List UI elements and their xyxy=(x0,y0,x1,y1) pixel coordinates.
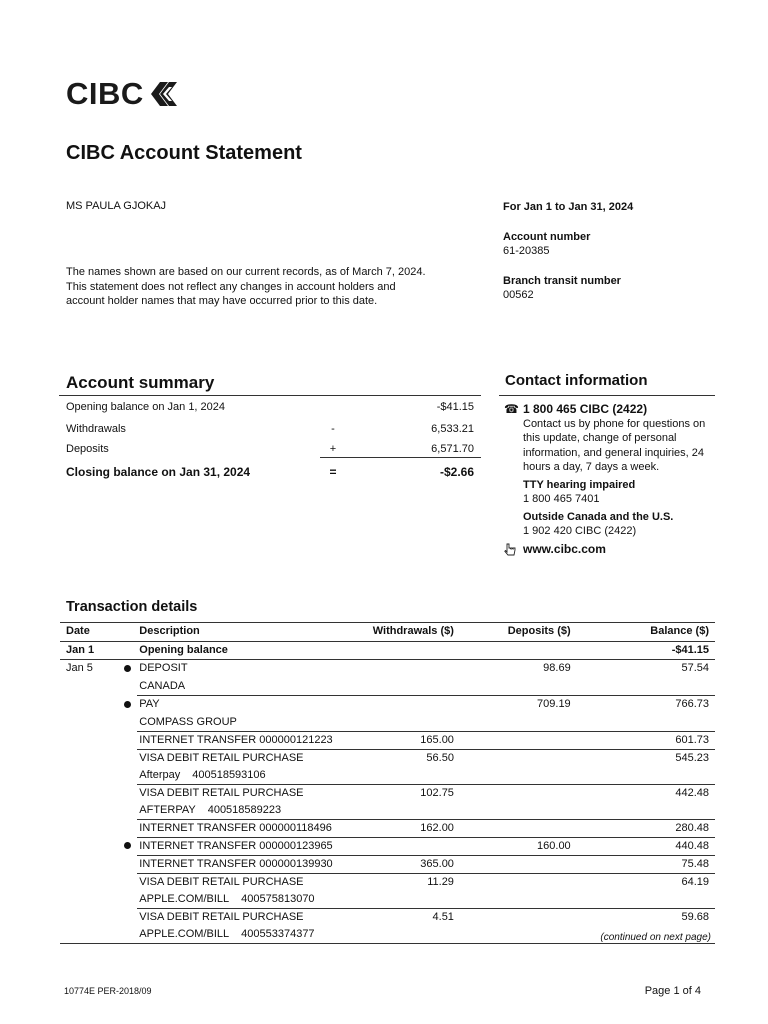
withdrawal-cell: 365.00 xyxy=(358,855,453,873)
empty-cell xyxy=(118,802,138,820)
empty-cell xyxy=(454,802,571,820)
empty-cell xyxy=(454,714,571,732)
transactions-body xyxy=(60,642,715,944)
date-cell xyxy=(60,873,118,891)
merchant-name: Afterpay xyxy=(139,768,181,781)
empty-cell xyxy=(454,767,571,785)
summary-row-opening xyxy=(66,401,474,415)
table-row-continuation xyxy=(60,802,715,820)
empty-cell xyxy=(60,802,118,820)
table-row-continuation xyxy=(60,767,715,785)
summary-row-deposits xyxy=(66,443,474,457)
balance-cell: -$41.15 xyxy=(571,642,715,660)
tty-number: 1 800 465 7401 xyxy=(523,493,600,505)
bullet-cell xyxy=(118,784,138,802)
bullet-cell xyxy=(118,819,138,837)
header-description: Description xyxy=(137,623,358,642)
summary-label: Closing balance on Jan 31, 2024 xyxy=(66,465,251,479)
withdrawal-cell xyxy=(358,660,453,679)
balance-cell: 442.48 xyxy=(571,784,715,802)
bullet-cell xyxy=(118,660,138,679)
transaction-reference: 400518589223 xyxy=(207,803,282,816)
summary-amount: 6,571.70 xyxy=(431,443,474,455)
contact-details xyxy=(523,402,718,539)
phone-icon: ☎ xyxy=(504,402,519,416)
branch-number: 00562 xyxy=(503,289,534,301)
balance-cell: 57.54 xyxy=(571,660,715,679)
description-cell: INTERNET TRANSFER 000000118496 xyxy=(137,819,358,837)
bullet-cell xyxy=(118,855,138,873)
tty-label: TTY hearing impaired xyxy=(523,478,636,491)
empty-cell xyxy=(358,767,453,785)
withdrawal-cell xyxy=(358,696,453,714)
table-row-continuation xyxy=(60,891,715,909)
account-summary-title: Account summary xyxy=(66,373,215,392)
table-row xyxy=(60,731,715,749)
empty-cell xyxy=(118,678,138,696)
deposit-cell xyxy=(454,908,571,926)
description-cell: Opening balance xyxy=(137,642,358,660)
withdrawal-cell: 56.50 xyxy=(358,749,453,767)
branch-label: Branch transit number xyxy=(503,275,621,287)
merchant-name: APPLE.COM/BILL xyxy=(139,927,230,940)
summary-total-line xyxy=(320,457,481,458)
merchant-name: APPLE.COM/BILL xyxy=(139,892,230,905)
table-header-row xyxy=(60,623,715,642)
summary-label: Withdrawals xyxy=(66,423,126,435)
empty-cell xyxy=(358,891,453,909)
empty-cell xyxy=(118,714,138,732)
description-detail-cell xyxy=(137,891,358,909)
empty-cell xyxy=(571,767,715,785)
merchant-name: COMPASS GROUP xyxy=(139,715,237,728)
description-detail-cell xyxy=(137,802,358,820)
balance-cell: 440.48 xyxy=(571,837,715,855)
empty-cell xyxy=(358,678,453,696)
table-row-continuation xyxy=(60,714,715,732)
empty-cell xyxy=(454,891,571,909)
balance-cell: 59.68 xyxy=(571,908,715,926)
balance-cell: 280.48 xyxy=(571,819,715,837)
empty-cell xyxy=(358,714,453,732)
contact-divider xyxy=(499,395,715,396)
empty-cell xyxy=(118,767,138,785)
table-row xyxy=(60,749,715,767)
deposit-cell: 709.19 xyxy=(454,696,571,714)
summary-sign: - xyxy=(331,423,335,435)
table-row xyxy=(60,908,715,926)
page-number: Page 1 of 4 xyxy=(644,985,701,997)
description-cell: VISA DEBIT RETAIL PURCHASE xyxy=(137,784,358,802)
balance-cell: 601.73 xyxy=(571,731,715,749)
transaction-details-title: Transaction details xyxy=(66,599,198,615)
date-cell xyxy=(60,908,118,926)
summary-label: Opening balance on Jan 1, 2024 xyxy=(66,401,226,413)
date-cell xyxy=(60,855,118,873)
empty-cell xyxy=(60,678,118,696)
deposit-cell xyxy=(454,642,571,660)
deposit-cell xyxy=(454,731,571,749)
page-title: CIBC Account Statement xyxy=(66,142,302,164)
withdrawal-cell: 11.29 xyxy=(358,873,453,891)
transaction-reference: 400553374377 xyxy=(241,927,315,940)
deposit-cell xyxy=(454,819,571,837)
summary-sign: = xyxy=(329,465,337,479)
empty-cell xyxy=(571,714,715,732)
header-bullet xyxy=(118,623,138,642)
date-cell: Jan 5 xyxy=(60,660,118,679)
empty-cell xyxy=(571,891,715,909)
empty-cell xyxy=(358,802,453,820)
contact-title: Contact information xyxy=(505,372,648,389)
description-cell: INTERNET TRANSFER 000000123965 xyxy=(137,837,358,855)
statement-meta xyxy=(503,200,633,318)
description-detail-cell xyxy=(137,678,358,696)
table-row xyxy=(60,855,715,873)
empty-cell xyxy=(118,891,138,909)
contact-phone: 1 800 465 CIBC (2422) xyxy=(523,402,648,416)
summary-amount: -$2.66 xyxy=(439,465,474,479)
withdrawal-cell xyxy=(358,642,453,660)
bullet-icon xyxy=(124,842,131,849)
empty-cell xyxy=(454,926,571,944)
empty-cell xyxy=(60,714,118,732)
bullet-cell xyxy=(118,873,138,891)
summary-divider xyxy=(59,395,481,396)
withdrawal-cell: 102.75 xyxy=(358,784,453,802)
table-row xyxy=(60,873,715,891)
transaction-reference: 400518593106 xyxy=(192,768,266,781)
bullet-cell xyxy=(118,642,138,660)
description-cell: VISA DEBIT RETAIL PURCHASE xyxy=(137,873,358,891)
summary-row-closing xyxy=(66,465,474,479)
empty-cell xyxy=(571,678,715,696)
empty-cell xyxy=(60,767,118,785)
empty-cell xyxy=(60,926,118,944)
mouse-pointer-icon xyxy=(504,543,516,559)
website-link[interactable]: www.cibc.com xyxy=(523,542,606,556)
table-row xyxy=(60,837,715,855)
date-cell xyxy=(60,696,118,714)
withdrawal-cell xyxy=(358,837,453,855)
description-cell: DEPOSIT xyxy=(137,660,358,679)
description-detail-cell xyxy=(137,926,358,944)
bullet-icon xyxy=(124,701,131,708)
description-detail-cell xyxy=(137,767,358,785)
date-cell: Jan 1 xyxy=(60,642,118,660)
bullet-cell xyxy=(118,731,138,749)
branch-block xyxy=(503,274,633,302)
header-deposits: Deposits ($) xyxy=(454,623,571,642)
cibc-wordmark: CIBC xyxy=(66,76,144,111)
account-number-block xyxy=(503,230,633,258)
description-detail-cell xyxy=(137,714,358,732)
date-cell xyxy=(60,784,118,802)
date-cell xyxy=(60,837,118,855)
empty-cell xyxy=(454,678,571,696)
bullet-icon xyxy=(124,665,131,672)
bullet-cell xyxy=(118,908,138,926)
deposit-cell: 98.69 xyxy=(454,660,571,679)
empty-cell xyxy=(571,802,715,820)
cibc-chevron-logo-icon xyxy=(147,80,181,108)
customer-name: MS PAULA GJOKAJ xyxy=(66,200,167,212)
deposit-cell xyxy=(454,749,571,767)
continued-note: (continued on next page) xyxy=(600,932,711,943)
description-cell: INTERNET TRANSFER 000000121223 xyxy=(137,731,358,749)
deposit-cell: 160.00 xyxy=(454,837,571,855)
bullet-cell xyxy=(118,749,138,767)
transaction-reference: 400575813070 xyxy=(241,892,315,905)
table-row xyxy=(60,642,715,660)
deposit-cell xyxy=(454,855,571,873)
summary-amount: -$41.15 xyxy=(436,401,474,413)
description-cell: INTERNET TRANSFER 000000139930 xyxy=(137,855,358,873)
merchant-name: AFTERPAY xyxy=(139,803,196,816)
summary-row-withdrawals xyxy=(66,423,474,437)
balance-cell: 545.23 xyxy=(571,749,715,767)
empty-cell xyxy=(358,926,453,944)
summary-label: Deposits xyxy=(66,443,109,455)
balance-cell: 75.48 xyxy=(571,855,715,873)
description-cell: VISA DEBIT RETAIL PURCHASE xyxy=(137,749,358,767)
bullet-cell xyxy=(118,696,138,714)
deposit-cell xyxy=(454,873,571,891)
summary-amount: 6,533.21 xyxy=(431,423,474,435)
date-cell xyxy=(60,749,118,767)
date-cell xyxy=(60,731,118,749)
outside-number: 1 902 420 CIBC (2422) xyxy=(523,525,637,537)
balance-cell: 766.73 xyxy=(571,696,715,714)
description-cell: VISA DEBIT RETAIL PURCHASE xyxy=(137,908,358,926)
account-number-label: Account number xyxy=(503,231,591,243)
cibc-logo xyxy=(66,78,181,110)
deposit-cell xyxy=(454,784,571,802)
description-cell: PAY xyxy=(137,696,358,714)
transactions-table xyxy=(60,622,715,944)
table-row xyxy=(60,819,715,837)
bullet-cell xyxy=(118,837,138,855)
header-withdrawals: Withdrawals ($) xyxy=(358,623,453,642)
withdrawal-cell: 162.00 xyxy=(358,819,453,837)
withdrawal-cell: 4.51 xyxy=(358,908,453,926)
statement-period: For Jan 1 to Jan 31, 2024 xyxy=(503,201,634,213)
table-row xyxy=(60,696,715,714)
header-date: Date xyxy=(60,623,118,642)
withdrawal-cell: 165.00 xyxy=(358,731,453,749)
merchant-name: CANADA xyxy=(139,680,186,692)
form-code: 10774E PER-2018/09 xyxy=(64,986,152,996)
table-row-continuation xyxy=(60,678,715,696)
empty-cell xyxy=(118,926,138,944)
records-notice: The names shown are based on our current records, as of March 7, 2024. This statement does not reflect any changes in account holders and account holder names that may have occurred prior to this date. xyxy=(66,266,426,307)
table-row xyxy=(60,784,715,802)
balance-cell: 64.19 xyxy=(571,873,715,891)
date-cell xyxy=(60,819,118,837)
table-row xyxy=(60,660,715,679)
empty-cell xyxy=(60,891,118,909)
summary-sign: + xyxy=(329,443,337,455)
header-balance: Balance ($) xyxy=(571,623,715,642)
account-number: 61-20385 xyxy=(503,245,550,257)
contact-phone-desc: Contact us by phone for questions on this update, change of personal information, and general inquiries, 24 hours a day, 7 days a week. xyxy=(523,417,706,473)
outside-label: Outside Canada and the U.S. xyxy=(523,510,674,523)
